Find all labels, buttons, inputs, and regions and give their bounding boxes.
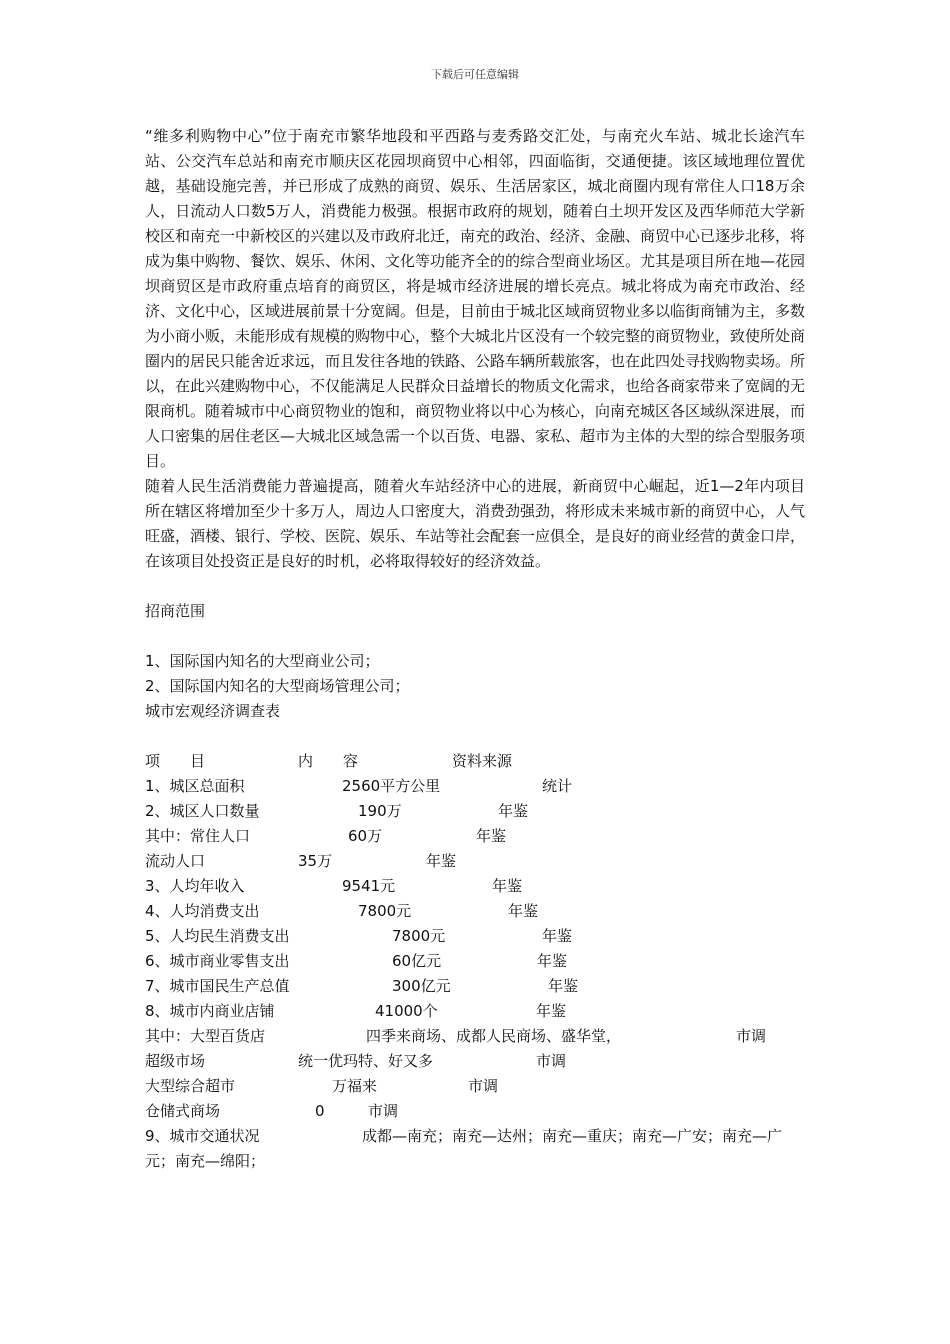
table-row: 大型综合超市 万福来 市调 — [145, 1077, 499, 1095]
table-row: 其中：大型百货店 四季来商场、成都人民商场、盛华堂， 市调 — [145, 1027, 767, 1045]
second-paragraph: 随着人民生活消费能力普遍提高，随着火车站经济中心的进展，新商贸中心崛起，近1—2年内项目所在辖区将增加至少十多万人，周边人口密度大，消费劲强劲，将形成未来城市新的商贸中心，人气旺盛，酒楼、银行、学校、医院、娱乐、车站等社会配套一应俱全，是良好的商业经营的黄金口岸，在该项目处投资正是良好的时机，必将取得较好的经济效益。 — [145, 477, 806, 570]
page-header: 下载后可任意编辑 — [431, 68, 519, 81]
traffic-row — [145, 1124, 805, 1174]
scope-title: 招商范围 — [145, 602, 206, 620]
table-row: 4、人均消费支出 7800元 年鉴 — [145, 902, 539, 920]
table-row: 2、城区人口数量 190万 年鉴 — [145, 802, 529, 820]
table-header — [145, 749, 805, 774]
table-row: 1、城区总面积 2560平方公里 统计 — [145, 777, 573, 795]
table-header-content: 内 容 — [298, 752, 359, 770]
intro-paragraph: “维多利购物中心”位于南充市繁华地段和平西路与麦秀路交汇处，与南充火车站、城北长途汽车站、公交汽车总站和南充市顺庆区花园坝商贸中心相邻，四面临街，交通便捷。该区域地理位置优越，基础设施完善，并已形成了成熟的商贸、娱乐、生活居家区，城北商圈内现有常住人口18万余人，日流动人口数5万人，消费能力极强。根据市政府的规划，随着白土坝开发区及西华师范大学新校区和南充一中新校区的兴建以及市政府北迁，南充的政治、经济、金融、商贸中心已逐步北移，将成为集中购物、餐饮、娱乐、休闲、文化等功能齐全的的综合型商业场区。尤其是项目所在地—花园坝商贸区是市政府重点培育的商贸区，将是城市经济进展的增长亮点。城北将成为南充市政治、经济、文化中心，区域进展前景十分宽阔。但是，目前由于城北区域商贸物业多以临街商铺为主，多数为小商小贩，未能形成有规模的购物中心，整个大城北片区没有一个较完整的商贸物业，致使所处商圈内的居民只能舍近求远，而且发往各地的铁路、公路车辆所载旅客，也在此四处寻找购物卖场。所以，在此兴建购物中心，不仅能满足人民群众日益增长的物质文化需求，也给各商家带来了宽阔的无限商机。随着城市中心商贸物业的饱和，商贸物业将以中心为核心，向南充城区各区域纵深进展，而人口密集的居住老区—大城北区域急需一个以百货、电器、家私、超市为主体的大型的综合型服务项目。 — [145, 127, 806, 470]
document-body — [145, 124, 805, 1174]
table-title: 城市宏观经济调查表 — [145, 702, 281, 720]
scope-item: 1、国际国内知名的大型商业公司； — [145, 652, 380, 670]
scope-item: 2、国际国内知名的大型商场管理公司； — [145, 677, 410, 695]
table-row: 超级市场 统一优玛特、好又多 市调 — [145, 1052, 567, 1070]
table-row: 8、城市内商业店铺 41000个 年鉴 — [145, 1002, 567, 1020]
table-row: 流动人口 35万 年鉴 — [145, 852, 457, 870]
traffic-label: 9、城市交通状况 — [145, 1127, 260, 1145]
table-row: 仓储式商场 0 市调 — [145, 1102, 399, 1120]
table-row: 6、城市商业零售支出 60亿元 年鉴 — [145, 952, 568, 970]
traffic-value: 成都—南充；南充—达州；南充—重庆；南充—广安；南充—广元；南充—绵阳； — [145, 1127, 783, 1170]
table-row: 3、人均年收入 9541元 年鉴 — [145, 877, 523, 895]
table-header-item: 项 目 — [145, 752, 206, 770]
table-row: 其中：常住人口 60万 年鉴 — [145, 827, 507, 845]
table-row: 7、城市国民生产总值 300亿元 年鉴 — [145, 977, 579, 995]
table-row: 5、人均民生消费支出 7800元 年鉴 — [145, 927, 573, 945]
table-header-source: 资料来源 — [452, 752, 513, 770]
